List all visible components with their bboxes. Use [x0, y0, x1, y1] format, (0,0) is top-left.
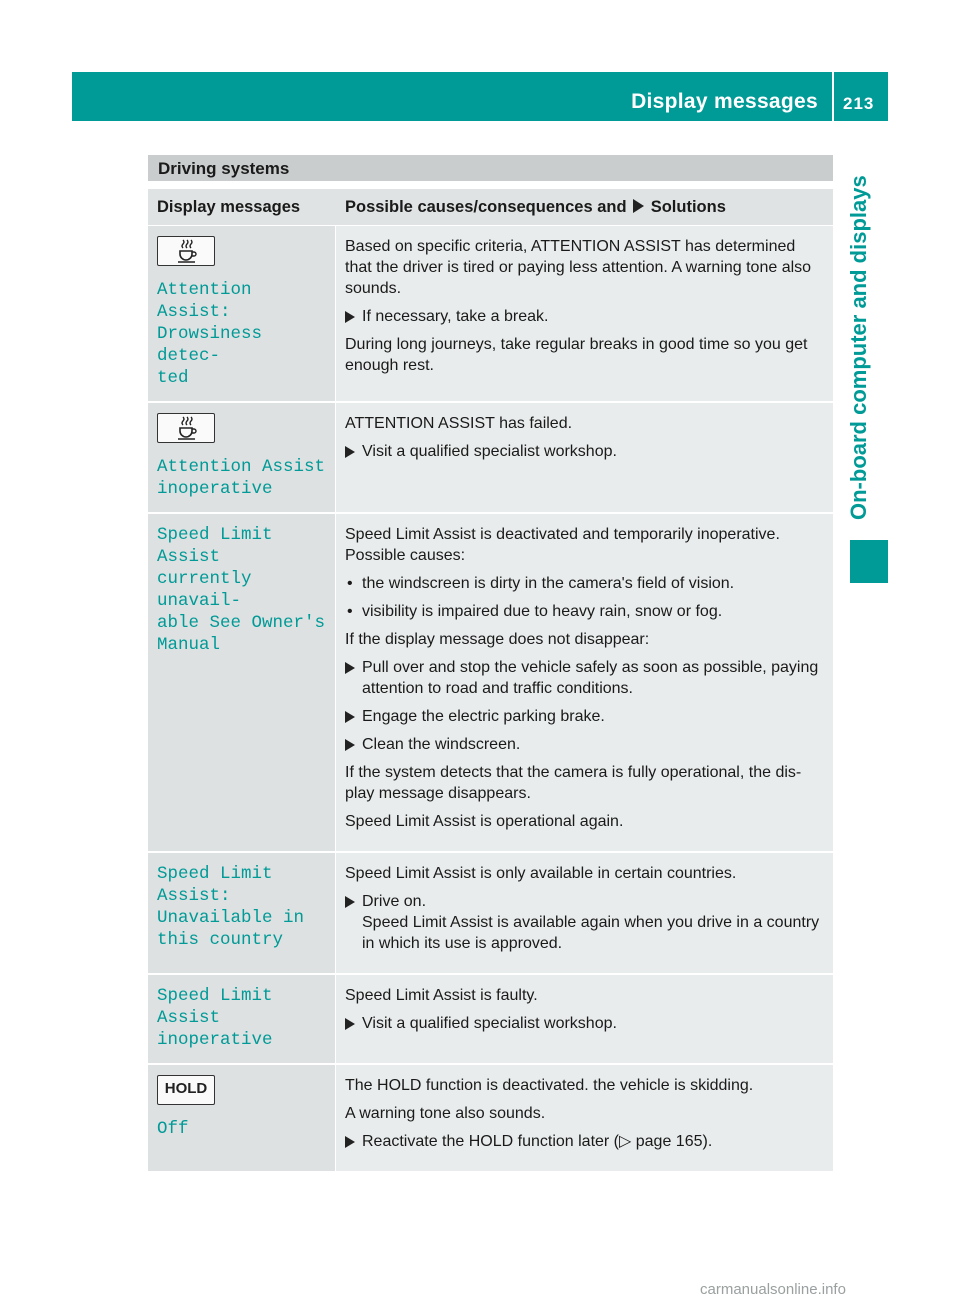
watermark: carmanualsonline.info — [700, 1281, 846, 1298]
step-arrow-icon — [345, 711, 355, 723]
step-arrow-icon — [345, 896, 355, 908]
action-step — [345, 891, 825, 954]
table-row — [148, 1065, 833, 1173]
solution-cell — [336, 514, 833, 853]
description-text: Speed Limit Assist is deactivated and temporarily inoperative. Possible causes: — [345, 526, 780, 564]
bullet-icon: • — [347, 603, 353, 620]
display-message-text — [157, 1118, 327, 1140]
step-text: Visit a qualified specialist workshop. — [362, 443, 617, 460]
display-message-cell — [148, 226, 336, 403]
display-message-text — [157, 863, 327, 951]
solution-cell — [336, 975, 833, 1065]
description-text: Speed Limit Assist is only available in certain countries. — [345, 865, 737, 882]
step-arrow-icon — [345, 739, 355, 751]
display-message-text — [157, 524, 327, 656]
display-message-line: Speed Limit Assist: — [157, 864, 273, 906]
hold-icon-label: HOLD — [164, 1080, 208, 1097]
display-message-line: inoperative — [157, 479, 273, 499]
display-message-line: Speed Limit Assist — [157, 986, 273, 1028]
step-text: If necessary, take a break. — [362, 308, 549, 325]
step-text: Visit a qualified specialist workshop. — [362, 1015, 617, 1032]
table-row — [148, 853, 833, 975]
side-tab-marker — [850, 540, 888, 583]
hold-icon — [157, 1075, 215, 1105]
description-text: Speed Limit Assist is operational again. — [345, 813, 624, 830]
step-text: Engage the electric parking brake. — [362, 708, 605, 725]
step-text: Reactivate the HOLD function later (▷ page 165). — [362, 1133, 713, 1150]
coffee-cup-icon — [157, 236, 215, 266]
table-row — [148, 403, 833, 514]
side-tab-label: On-board computer and displays — [846, 175, 871, 520]
bullet-item — [345, 573, 825, 594]
table-row — [148, 514, 833, 853]
display-message-cell — [148, 853, 336, 975]
bullet-text: the windscreen is dirty in the camera's field of vision. — [362, 575, 735, 592]
step-arrow-icon — [345, 1136, 355, 1148]
action-step — [345, 657, 825, 699]
description-text: If the display message does not disappear: — [345, 631, 650, 648]
table-header-row — [148, 189, 833, 226]
description-text: Speed Limit Assist is faulty. — [345, 987, 538, 1004]
action-step — [345, 306, 825, 327]
display-message-line: Attention Assist — [157, 457, 326, 477]
bullet-icon: • — [347, 575, 353, 592]
display-message-line: Off — [157, 1119, 189, 1139]
header-divider — [832, 72, 834, 121]
bullet-item — [345, 601, 825, 622]
action-step — [345, 1013, 825, 1034]
step-text: Pull over and stop the vehicle safely as soon as possible, paying attention to road and traffic conditions. — [362, 659, 819, 697]
description-text: The HOLD function is deactivated. the vehicle is skidding. — [345, 1077, 754, 1094]
page-number: 213 — [843, 94, 875, 113]
action-step — [345, 441, 825, 462]
display-message-line: Unavailable in — [157, 908, 305, 928]
column-header-display-messages: Display messages — [148, 189, 336, 226]
solution-cell — [336, 853, 833, 975]
action-step — [345, 706, 825, 727]
display-message-cell — [148, 1065, 336, 1173]
action-step — [345, 734, 825, 755]
solution-cell — [336, 403, 833, 514]
display-message-text — [157, 456, 327, 500]
display-message-line: Speed Limit Assist — [157, 525, 273, 567]
display-message-line: Drowsiness detec‐ — [157, 324, 263, 366]
step-arrow-icon — [345, 446, 355, 458]
step-arrow-icon — [345, 311, 355, 323]
display-message-line: able See Owner's — [157, 613, 326, 633]
description-text: During long journeys, take regular breaks in good time so you get enough rest. — [345, 336, 808, 374]
description-text: Based on specific criteria, ATTENTION ASSIST has determined that the driver is tired or paying less attention. A warning tone also sounds. — [345, 238, 812, 297]
header-bar — [72, 72, 888, 121]
table-row — [148, 975, 833, 1065]
step-text: Drive on. Speed Limit Assist is available again when you drive in a country in which its use is approved. — [362, 893, 820, 952]
display-message-cell — [148, 403, 336, 514]
step-arrow-icon — [345, 662, 355, 674]
display-message-line: currently unavail‐ — [157, 569, 252, 611]
display-message-line: ted — [157, 368, 189, 388]
column-header-solutions — [336, 189, 833, 226]
display-message-cell — [148, 975, 336, 1065]
description-text: ATTENTION ASSIST has failed. — [345, 415, 573, 432]
display-message-text — [157, 279, 327, 389]
display-message-line: this country — [157, 930, 284, 950]
bullet-text: visibility is impaired due to heavy rain, snow or fog. — [362, 603, 723, 620]
table-row — [148, 226, 833, 403]
description-text: A warning tone also sounds. — [345, 1105, 546, 1122]
display-messages-table — [148, 189, 833, 1173]
step-arrow-icon — [345, 1018, 355, 1030]
display-message-line: Manual — [157, 635, 221, 655]
display-message-text — [157, 985, 327, 1051]
display-message-line: inoperative — [157, 1030, 273, 1050]
section-title: Driving systems — [148, 155, 833, 181]
display-message-cell — [148, 514, 336, 853]
column-header-solutions-label: Possible causes/consequences and Solutions — [345, 197, 726, 216]
header-title: Display messages — [631, 90, 818, 113]
action-step — [345, 1131, 825, 1152]
coffee-cup-icon — [157, 413, 215, 443]
solution-cell — [336, 226, 833, 403]
description-text: If the system detects that the camera is fully operational, the dis‐ play message disappears. — [345, 764, 802, 802]
step-text: Clean the windscreen. — [362, 736, 521, 753]
solution-cell — [336, 1065, 833, 1173]
solution-arrow-icon — [633, 199, 644, 213]
display-message-line: Attention Assist: — [157, 280, 252, 322]
